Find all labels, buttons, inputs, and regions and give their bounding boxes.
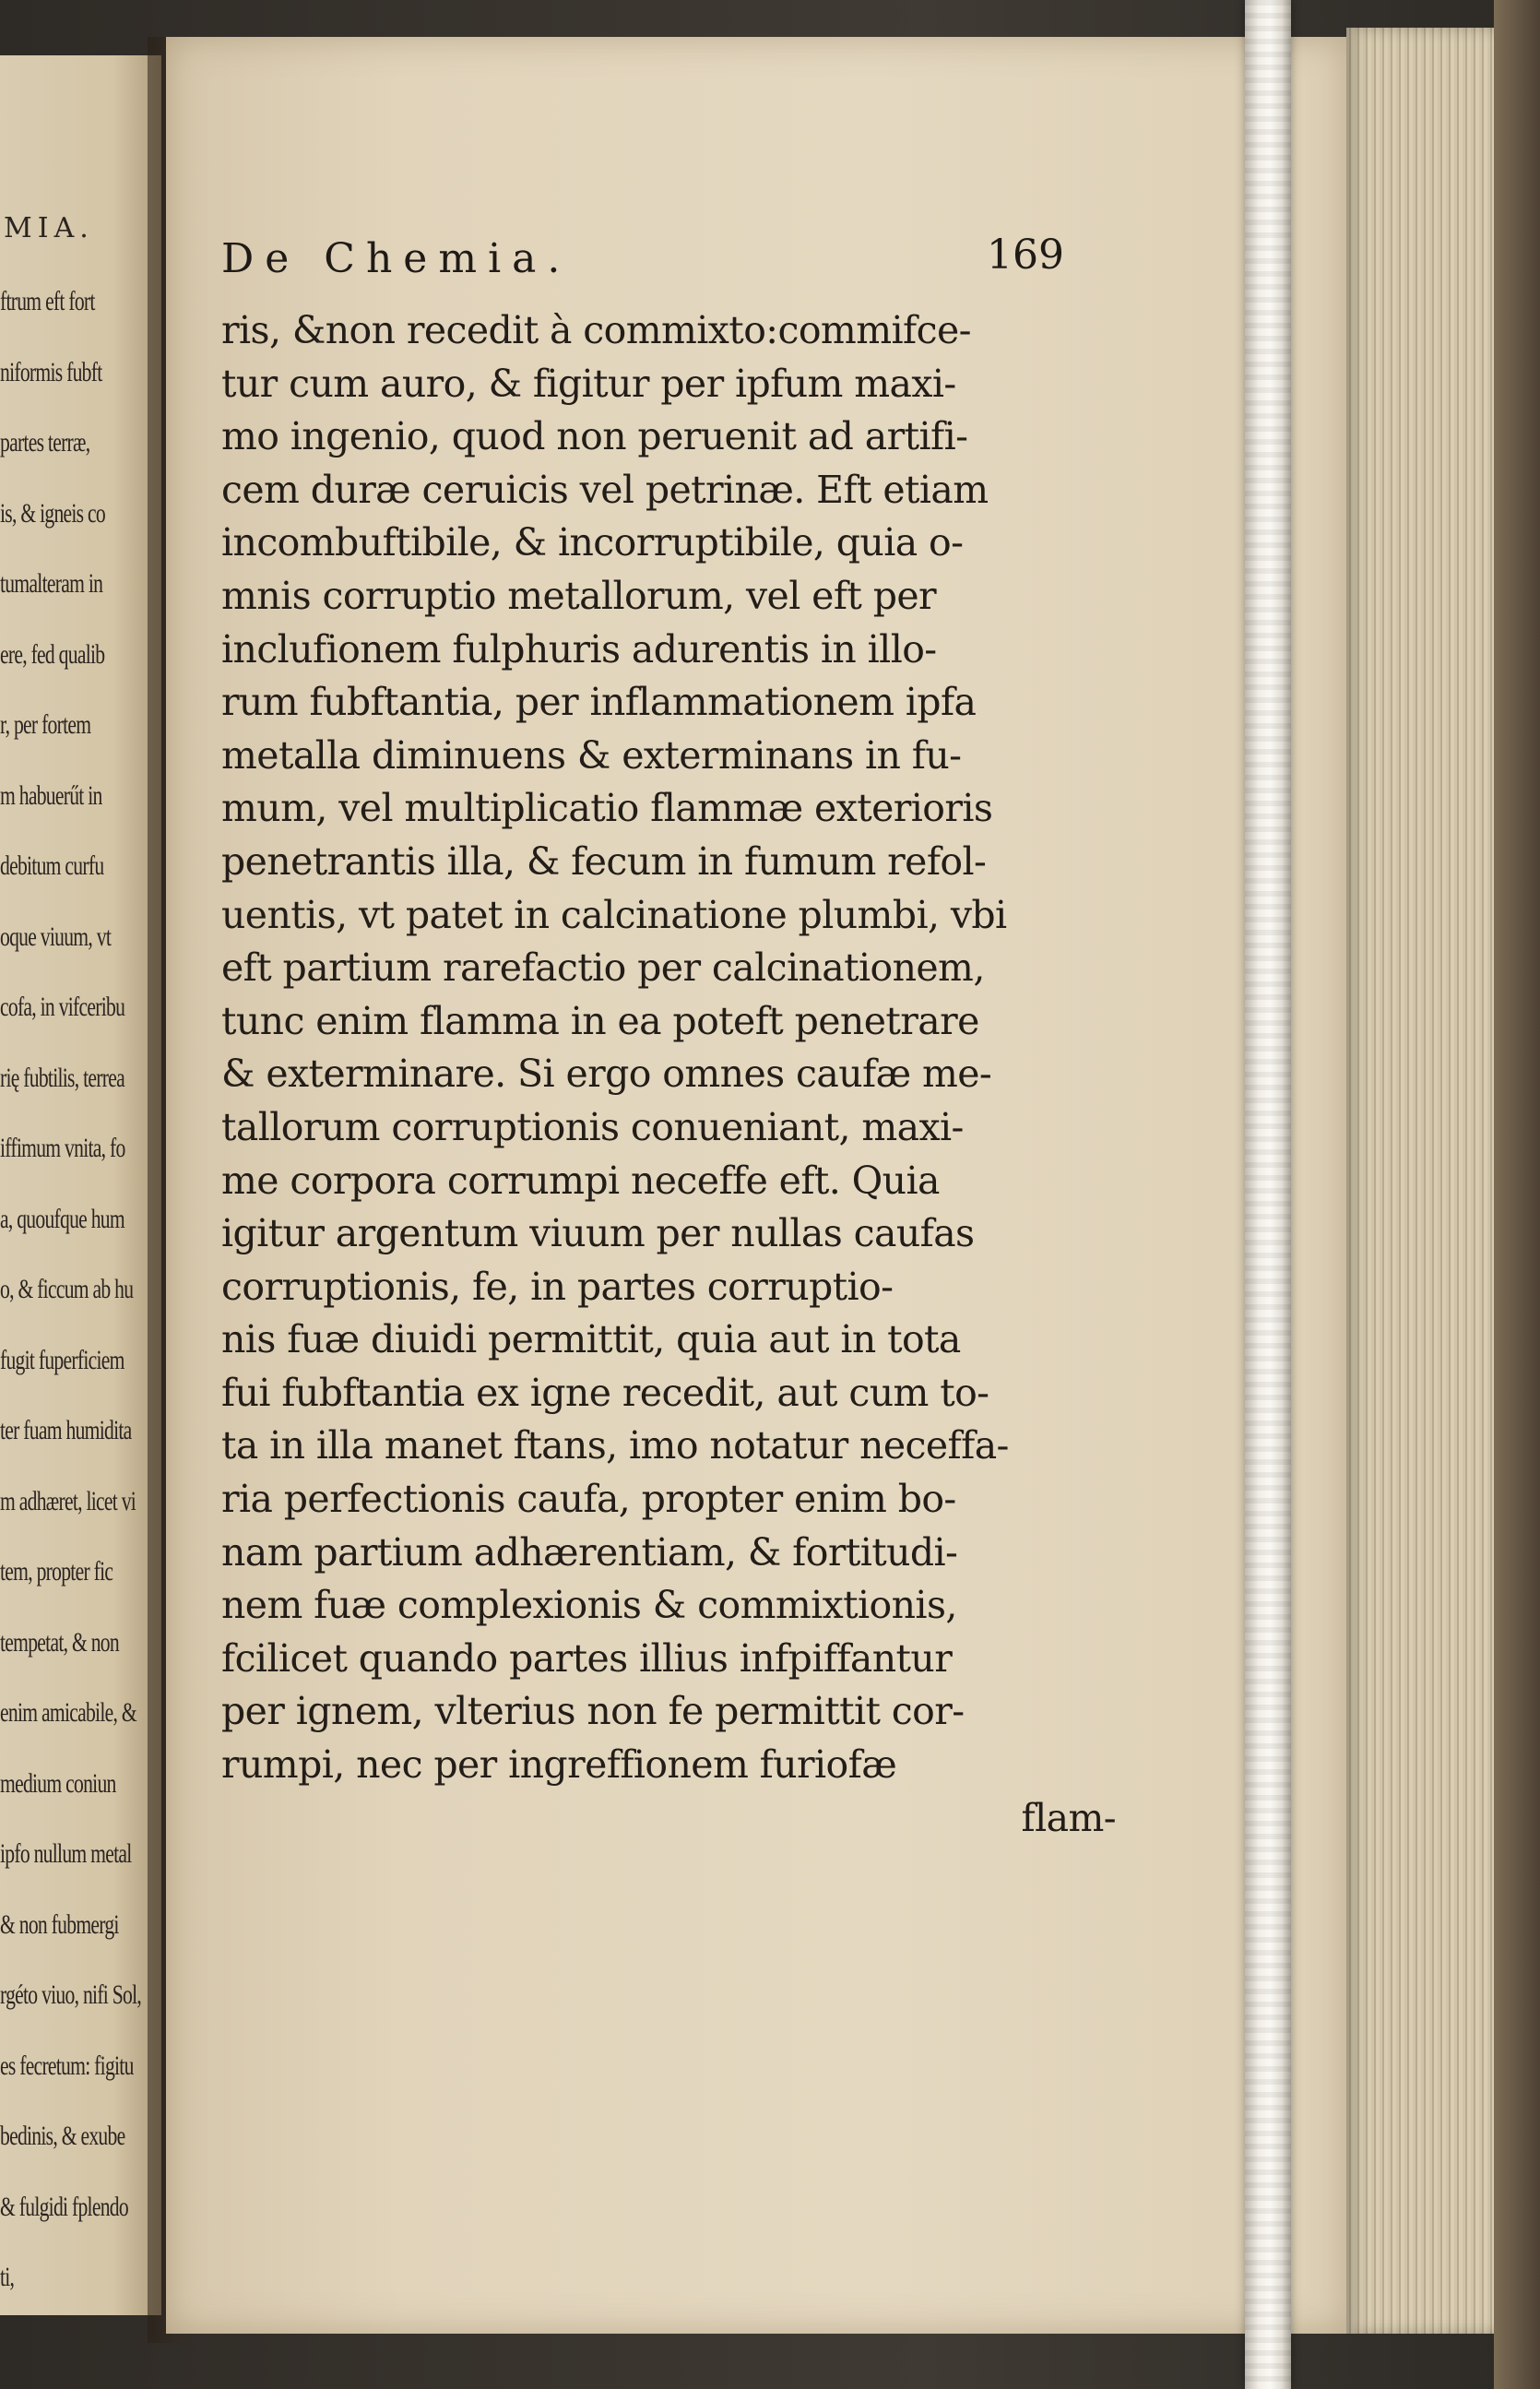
left-text-line: is, & igneis co <box>0 497 105 529</box>
text-line: ta in illa manet ftans, imo notatur neceffa- <box>221 1423 1009 1468</box>
body-text <box>221 304 1125 1845</box>
left-running-title: MIA. <box>4 212 94 244</box>
bookmark-ribbon <box>1245 0 1291 2389</box>
left-text-line: m adhæret, licet vi <box>0 1485 136 1516</box>
left-text-line: rię fubtilis, terrea <box>0 1062 124 1093</box>
text-line: fcilicet quando partes illius infpiffantur <box>221 1635 953 1681</box>
left-text-line: cofa, in vifceribu <box>0 992 125 1022</box>
left-text-line: ti, <box>0 2262 15 2292</box>
text-line: nam partium adhærentiam, & fortitudi- <box>221 1529 958 1575</box>
left-text-line: fugit fuperficiem <box>0 1344 124 1375</box>
text-line: igitur argentum viuum per nullas caufas <box>221 1211 975 1256</box>
text-line: tallorum corruptionis conueniant, maxi- <box>221 1104 964 1149</box>
text-line: me corpora corrumpi neceffe eft. Quia <box>221 1158 940 1203</box>
text-line: eft partium rarefactio per calcinationem, <box>221 945 985 991</box>
text-line: per ignem, vlterius non fe permittit cor- <box>221 1689 965 1734</box>
left-text-line: & non fubmergi <box>0 1908 119 1940</box>
text-line: incombuftibile, & incorruptibile, quia o- <box>221 520 964 565</box>
facing-page-left <box>0 55 161 2315</box>
left-text-line: tem, propter fic <box>0 1556 113 1587</box>
left-text-line: ftrum eft fort <box>0 286 95 316</box>
left-text-line: r, per fortem <box>0 709 91 740</box>
page-header <box>221 232 1143 291</box>
left-text-line: es fecretum: figitu <box>0 2050 134 2081</box>
text-line: cem duræ ceruicis vel petrinæ. Eft etiam <box>221 467 989 512</box>
left-text-line: oque viuum, vt <box>0 921 112 952</box>
left-text-line: m habuerűt in <box>0 779 102 811</box>
text-line: nem fuæ complexionis & commixtionis, <box>221 1583 957 1628</box>
catchword: flam- <box>1021 1795 1116 1840</box>
text-line: nis fuæ diuidi permittit, quia aut in tota <box>221 1317 961 1362</box>
left-text-line: iffimum vnita, fo <box>0 1133 125 1163</box>
text-line: ris, &non recedit à commixto:commifce- <box>221 308 971 352</box>
text-line: uentis, vt patet in calcinatione plumbi, vbi <box>221 892 1007 937</box>
text-line: rumpi, nec per ingreffionem furiofæ <box>221 1742 897 1788</box>
text-line: mnis corruptio metallorum, vel eft per <box>221 573 937 618</box>
left-text-line: medium coniun <box>0 1767 116 1799</box>
left-text-line: partes terræ, <box>0 427 90 458</box>
left-text-line: ipfo nullum metal <box>0 1838 132 1869</box>
text-line: tur cum auro, & figitur per ipfum maxi- <box>221 361 956 406</box>
text-line: mo ingenio, quod non peruenit ad artifi- <box>221 414 968 459</box>
book-cover-edge <box>1494 0 1540 2389</box>
text-line: inclufionem fulphuris adurentis in illo- <box>221 626 937 672</box>
left-text-line: niformis fubft <box>0 356 102 387</box>
text-line: corruptionis, fe, in partes corruptio- <box>221 1264 894 1309</box>
left-text-line: rgéto viuo, nifi Sol, <box>0 1979 142 2010</box>
left-text-line: o, & ficcum ab hu <box>0 1274 134 1304</box>
left-text-line: debitum curfu <box>0 850 104 881</box>
text-line: fui fubftantia ex igne recedit, aut cum to- <box>221 1370 989 1415</box>
left-text-line: bedinis, & exube <box>0 2121 125 2151</box>
text-line: & exterminare. Si ergo omnes caufæ me- <box>221 1052 992 1097</box>
left-text-line: ter fuam humidita <box>0 1415 132 1445</box>
text-line: ria perfectionis caufa, propter enim bo- <box>221 1477 956 1522</box>
text-line: mum, vel multiplicatio flammæ exterioris <box>221 786 993 831</box>
text-line: metalla diminuens & exterminans in fu- <box>221 732 962 778</box>
left-text-line: & fulgidi fplendo <box>0 2191 128 2222</box>
page-number: 169 <box>987 232 1064 279</box>
running-title: De Chemia. <box>221 235 572 282</box>
text-line: penetrantis illa, & fecum in fumum refol- <box>221 838 987 884</box>
left-text-line: tempetat, & non <box>0 1626 119 1658</box>
text-line: rum fubftantia, per inflammationem ipfa <box>221 680 977 725</box>
left-text-line: enim amicabile, & <box>0 1697 136 1728</box>
left-text-line: tumalteram in <box>0 568 103 599</box>
left-text-line: ere, fed qualib <box>0 638 105 670</box>
text-line: tunc enim flamma in ea poteft penetrare <box>221 998 979 1043</box>
left-text-line: a, quoufque hum <box>0 1203 124 1234</box>
